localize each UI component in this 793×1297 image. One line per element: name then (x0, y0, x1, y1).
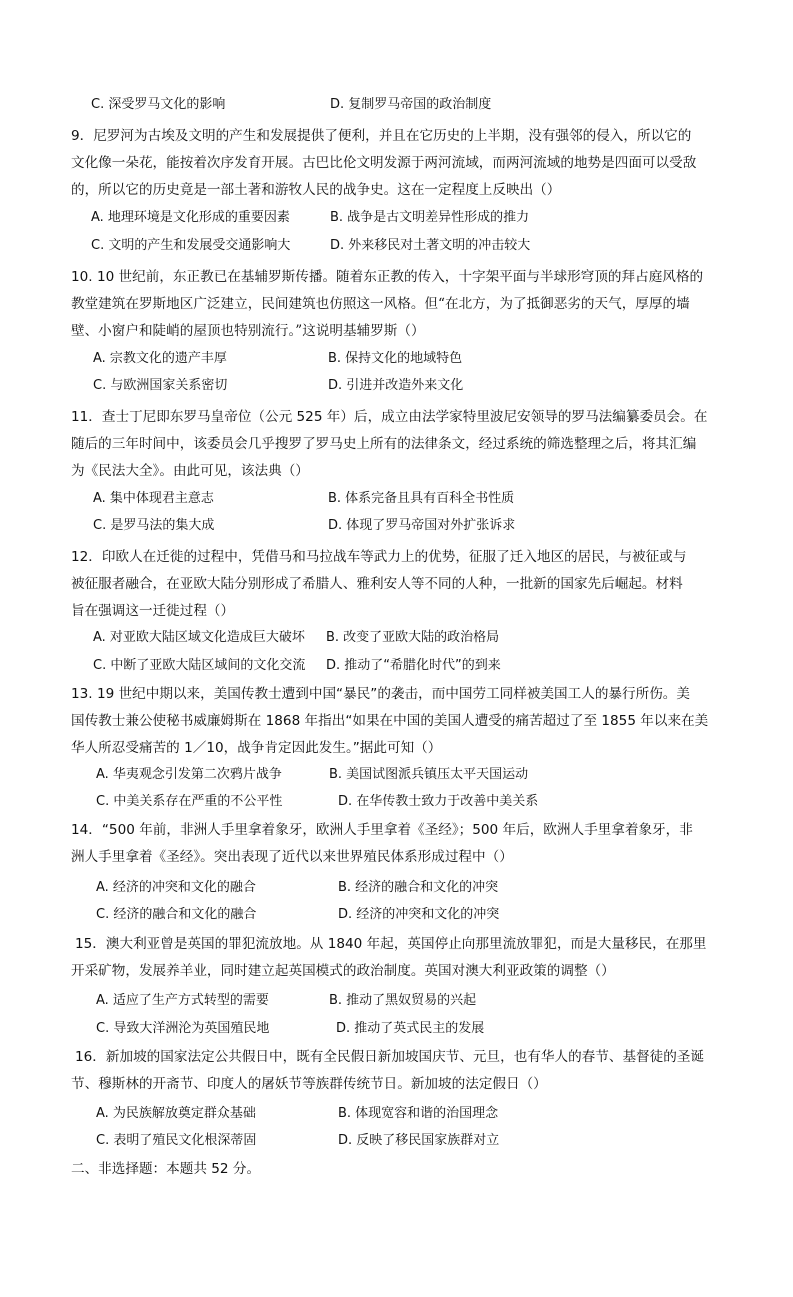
q16-option-b: B. 体现宽容和谐的治国理念 (338, 1106, 499, 1121)
q12-option-c: C. 中断了亚欧大陆区域间的文化交流 (93, 658, 306, 673)
q12-option-d: D. 推动了“希腊化时代”的到来 (326, 658, 501, 673)
q11-stem-line-3: 为《民法大全》。由此可见，该法典（） (71, 463, 309, 479)
q11-option-b: B. 体系完备且具有百科全书性质 (328, 491, 515, 506)
q9-option-d: D. 外来移民对土著文明的冲击较大 (330, 238, 531, 253)
section-2-heading: 二、非选择题：本题共 52 分。 (71, 1161, 261, 1177)
q13-stem-line-1: 13. 19 世纪中期以来，美国传教士遭到中国“暴民”的袭击，而中国劳工同样被美国工人的暴行所伤。美 (71, 686, 690, 702)
q9-option-a: A. 地理环境是文化形成的重要因素 (91, 210, 290, 225)
q15-option-b: B. 推动了黑奴贸易的兴起 (329, 993, 477, 1008)
q14-stem-line-1: 14．“500 年前，非洲人手里拿着象牙，欧洲人手里拿着《圣经》；500 年后，欧洲人手里拿着象牙，非 (71, 822, 693, 838)
q16-stem-line-1: 16．新加坡的国家法定公共假日中，既有全民假日新加坡国庆节、元旦，也有华人的春节、基督徒的圣诞 (75, 1049, 705, 1065)
q14-stem-line-2: 洲人手里拿着《圣经》。突出表现了近代以来世界殖民体系形成过程中（） (71, 849, 513, 865)
q10-stem-line-2 (71, 294, 690, 314)
q10-stem-end: 这说明基辅罗斯（） (302, 323, 425, 339)
q15-stem-line-2: 开采矿物，发展养羊业，同时建立起英国模式的政治制度。英国对澳大利亚政策的调整（） (71, 963, 615, 979)
q10-stem-line-1: 10. 10 世纪前，东正教已在基辅罗斯传播。随着东正教的传入，十字架平面与半球形穹顶的拜占庭风格的 (71, 269, 704, 285)
q13-option-b: B. 美国试图派兵镇压太平天国运动 (329, 767, 529, 782)
q12-option-b: B. 改变了亚欧大陆的政治格局 (326, 630, 500, 645)
q14-option-c: C. 经济的融合和文化的融合 (96, 907, 257, 922)
q10-option-c: C. 与欧洲国家关系密切 (93, 378, 228, 393)
q10-quote-part-1: “在北方，为了抵御恶劣的天气，厚厚的墙 (438, 296, 690, 312)
q16-option-a: A. 为民族解放奠定群众基础 (96, 1106, 256, 1121)
q11-stem-line-2: 随后的三年时间中，该委员会几乎搜罗了罗马史上所有的法律条文，经过系统的筛选整理之后，将其汇编 (71, 436, 697, 452)
q12-option-a: A. 对亚欧大陆区域文化造成巨大破坏 (93, 630, 305, 645)
q10-option-d: D. 引进并改造外来文化 (328, 378, 464, 393)
q14-option-b: B. 经济的融合和文化的冲突 (338, 880, 499, 895)
q13-option-d: D. 在华传教士致力于改善中美关系 (338, 794, 539, 809)
q15-option-c: C. 导致大洋洲沦为英国殖民地 (96, 1021, 270, 1036)
q9-option-b: B. 战争是古文明差异性形成的推力 (330, 210, 530, 225)
q11-option-c: C. 是罗马法的集大成 (93, 518, 215, 533)
q15-stem-line-1: 15．澳大利亚曾是英国的罪犯流放地。从 1840 年起，英国停止向那里流放罪犯，而是大量移民，在那里 (75, 936, 707, 952)
q16-option-d: D. 反映了移民国家族群对立 (338, 1133, 500, 1148)
q12-stem-line-1: 12．印欧人在迁徙的过程中，凭借马和马拉战车等武力上的优势，征服了迁入地区的居民，与被征或与 (71, 549, 687, 565)
q15-option-a: A. 适应了生产方式转型的需要 (96, 993, 269, 1008)
q13-option-a: A. 华夷观念引发第二次鸦片战争 (96, 767, 282, 782)
q9-stem-line-1: 9．尼罗河为古埃及文明的产生和发展提供了便利，并且在它历史的上半期，没有强邻的侵入，所以它的 (71, 128, 692, 144)
q10-quote-part-2: 壁、小窗户和陡峭的屋顶也特别流行。” (71, 323, 303, 339)
q13-option-c: C. 中美关系存在严重的不公平性 (96, 794, 283, 809)
q14-option-d: D. 经济的冲突和文化的冲突 (338, 907, 500, 922)
q9-stem-line-3: 的，所以它的历史竟是一部土著和游牧人民的战争史。这在一定程度上反映出（） (71, 182, 561, 198)
q12-stem-line-2: 被征服者融合，在亚欧大陆分别形成了希腊人、雅利安人等不同的人种，一批新的国家先后崛起。材料 (71, 576, 683, 592)
q13-stem-line-3: 华人所忍受痛苦的 1／10，战争肯定因此发生。”据此可知（） (71, 740, 442, 756)
q10-stem-line-3 (71, 321, 425, 341)
q9-option-c: C. 文明的产生和发展受交通影响大 (91, 238, 291, 253)
q8-option-c: C. 深受罗马文化的影响 (91, 97, 226, 112)
q10-option-a: A. 宗教文化的遗产丰厚 (93, 351, 227, 366)
q14-option-a: A. 经济的冲突和文化的融合 (96, 880, 256, 895)
q16-stem-line-2: 节、穆斯林的开斋节、印度人的屠妖节等族群传统节日。新加坡的法定假日（） (71, 1076, 547, 1092)
q10-stem-text: 教堂建筑在罗斯地区广泛建立，民间建筑也仿照这一风格。但 (71, 296, 439, 312)
q11-option-d: D. 体现了罗马帝国对外扩张诉求 (328, 518, 516, 533)
q11-option-a: A. 集中体现君主意志 (93, 491, 214, 506)
q10-option-b: B. 保持文化的地域特色 (328, 351, 463, 366)
q12-stem-line-3: 旨在强调这一迁徙过程（） (71, 603, 235, 619)
q15-option-d: D. 推动了英式民主的发展 (336, 1021, 485, 1036)
q9-stem-line-2: 文化像一朵花，能按着次序发育开展。古巴比伦文明发源于两河流域，而两河流域的地势是四面可以受敌 (71, 155, 697, 171)
q8-option-d: D. 复制罗马帝国的政治制度 (330, 97, 492, 112)
q16-option-c: C. 表明了殖民文化根深蒂固 (96, 1133, 257, 1148)
q11-stem-line-1: 11．查士丁尼即东罗马皇帝位（公元 525 年）后，成立由法学家特里波尼安领导的罗马法编纂委员会。在 (71, 409, 708, 425)
q13-stem-line-2: 国传教士兼公使秘书威廉姆斯在 1868 年指出“如果在中国的美国人遭受的痛苦超过了至 1855 年以来在美 (71, 713, 709, 729)
